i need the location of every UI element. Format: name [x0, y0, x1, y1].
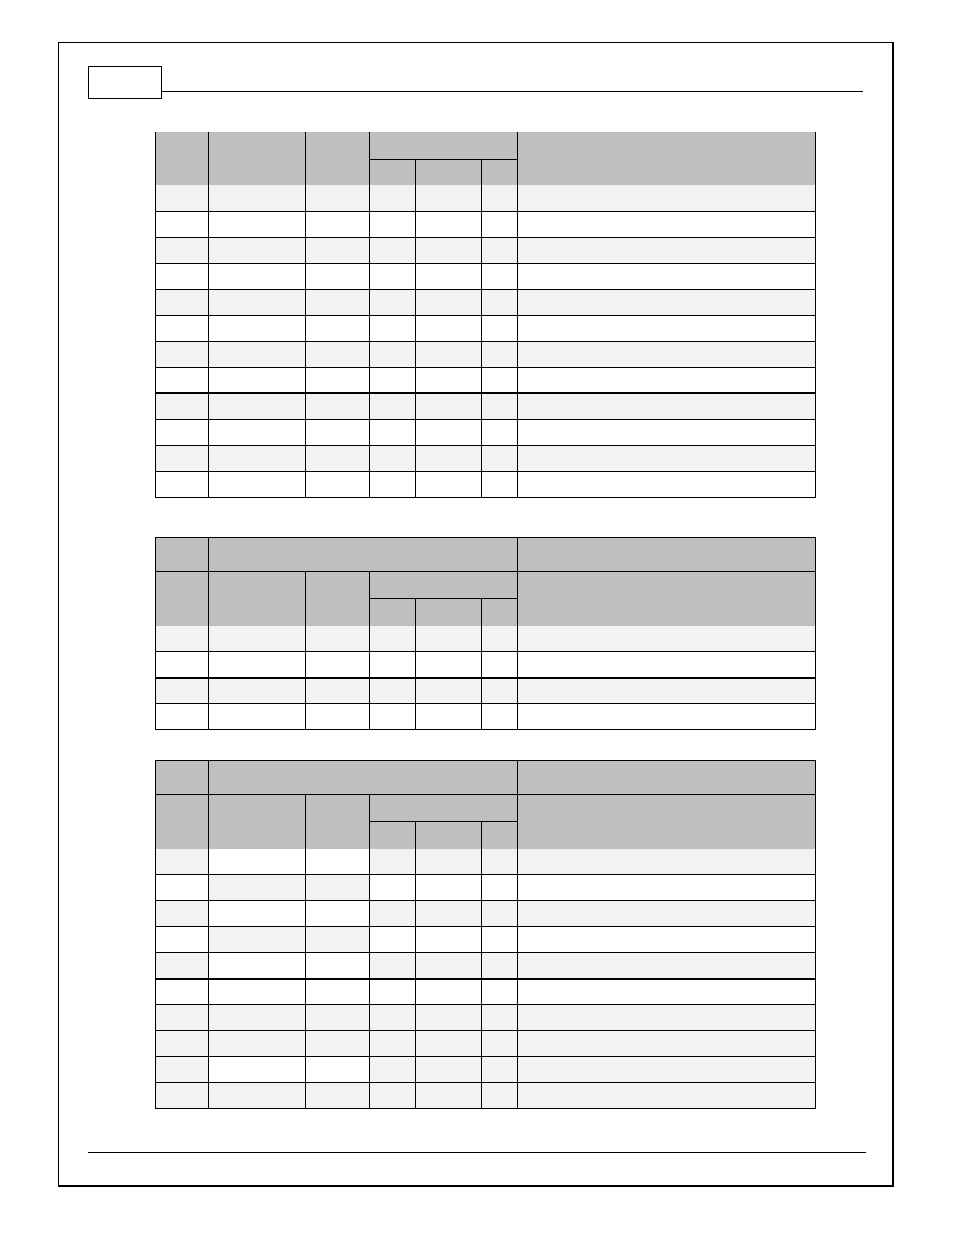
table-cell	[482, 471, 518, 497]
table-cell	[156, 901, 209, 927]
table-header-cell	[156, 572, 209, 626]
table-cell	[156, 263, 209, 289]
table-cell	[209, 901, 306, 927]
table-cell	[482, 393, 518, 419]
table-header-cell	[416, 159, 482, 185]
table-cell	[416, 626, 482, 652]
table-cell	[370, 849, 416, 875]
table-cell	[518, 185, 816, 211]
table-row	[156, 1031, 816, 1057]
table-header-cell	[156, 538, 209, 572]
table-cell	[209, 445, 306, 471]
table-cell	[416, 849, 482, 875]
table-cell	[370, 704, 416, 730]
table-row	[156, 445, 816, 471]
table-row	[156, 901, 816, 927]
table-cell	[518, 652, 816, 678]
table-cell	[156, 927, 209, 953]
table-cell	[482, 289, 518, 315]
table-cell	[306, 875, 370, 901]
table-header-cell	[482, 599, 518, 626]
table-cell	[416, 1057, 482, 1083]
table-cell	[416, 1031, 482, 1057]
table-cell	[416, 704, 482, 730]
table-cell	[306, 315, 370, 341]
table-cell	[482, 419, 518, 445]
table-cell	[482, 652, 518, 678]
table-cell	[209, 341, 306, 367]
table-cell	[518, 678, 816, 704]
table-header-cell	[370, 599, 416, 626]
table-cell	[416, 445, 482, 471]
table-cell	[209, 1083, 306, 1109]
table-cell	[370, 445, 416, 471]
table-cell	[156, 1083, 209, 1109]
table-cell	[306, 263, 370, 289]
table-cell	[518, 1083, 816, 1109]
table-cell	[482, 315, 518, 341]
table-cell	[370, 953, 416, 979]
table-cell	[370, 263, 416, 289]
table-cell	[416, 393, 482, 419]
table-cell	[209, 393, 306, 419]
table-header-cell	[209, 795, 306, 849]
table-cell	[156, 419, 209, 445]
table-row	[156, 315, 816, 341]
table-row	[156, 927, 816, 953]
table-cell	[518, 927, 816, 953]
table-cell	[156, 1005, 209, 1031]
table-cell	[209, 237, 306, 263]
table-header-cell	[209, 132, 306, 185]
table-cell	[209, 626, 306, 652]
table-header-cell	[370, 795, 518, 822]
table-cell	[482, 367, 518, 393]
table-cell	[416, 185, 482, 211]
table-header-cell	[518, 132, 816, 185]
table-cell	[156, 875, 209, 901]
table-cell	[416, 237, 482, 263]
table-cell	[156, 1031, 209, 1057]
table-cell	[209, 1057, 306, 1083]
table-header-cell	[306, 132, 370, 185]
table-cell	[156, 185, 209, 211]
table-cell	[306, 652, 370, 678]
table-cell	[518, 1057, 816, 1083]
table-cell	[306, 393, 370, 419]
table-cell	[518, 471, 816, 497]
table-cell	[482, 678, 518, 704]
table-cell	[209, 704, 306, 730]
table-cell	[370, 927, 416, 953]
table-cell	[482, 979, 518, 1005]
table-cell	[156, 1057, 209, 1083]
table-header-cell	[370, 159, 416, 185]
table-header-cell	[518, 761, 816, 795]
table-cell	[518, 875, 816, 901]
table-cell	[209, 211, 306, 237]
table-header-cell	[416, 599, 482, 626]
table-cell	[370, 211, 416, 237]
table-cell	[518, 263, 816, 289]
table-cell	[156, 704, 209, 730]
table-row	[156, 704, 816, 730]
table-row	[156, 1005, 816, 1031]
table-cell	[306, 626, 370, 652]
table-cell	[306, 445, 370, 471]
table-cell	[518, 289, 816, 315]
table-cell	[370, 341, 416, 367]
table-row	[156, 652, 816, 678]
table-row	[156, 263, 816, 289]
table-cell	[370, 185, 416, 211]
table-row	[156, 626, 816, 652]
table-cell	[306, 901, 370, 927]
table-cell	[156, 341, 209, 367]
table-cell	[209, 979, 306, 1005]
table-header-cell	[482, 159, 518, 185]
table-cell	[156, 289, 209, 315]
table-cell	[209, 875, 306, 901]
table-cell	[306, 289, 370, 315]
table-cell	[518, 315, 816, 341]
table-cell	[306, 927, 370, 953]
table-row	[156, 678, 816, 704]
table-cell	[416, 263, 482, 289]
table-cell	[370, 237, 416, 263]
table-cell	[156, 979, 209, 1005]
footer-rule	[88, 1152, 866, 1153]
table-header-cell	[370, 822, 416, 849]
table-cell	[156, 678, 209, 704]
table-1	[155, 132, 816, 498]
page-number-box	[88, 66, 162, 99]
table-cell	[209, 652, 306, 678]
table-cell	[518, 1031, 816, 1057]
table-cell	[156, 315, 209, 341]
table-cell	[306, 849, 370, 875]
table-cell	[518, 849, 816, 875]
table-cell	[518, 367, 816, 393]
table-cell	[518, 953, 816, 979]
table-cell	[482, 237, 518, 263]
table-header-cell	[209, 572, 306, 626]
table-cell	[416, 419, 482, 445]
table-cell	[482, 1083, 518, 1109]
table-row	[156, 393, 816, 419]
table-cell	[518, 704, 816, 730]
table-cell	[209, 419, 306, 445]
table-cell	[306, 341, 370, 367]
table-cell	[482, 953, 518, 979]
table-row	[156, 419, 816, 445]
table-cell	[370, 315, 416, 341]
table-header-cell	[156, 795, 209, 849]
table-header-cell	[209, 761, 518, 795]
table-cell	[306, 237, 370, 263]
table-cell	[518, 237, 816, 263]
table-cell	[156, 471, 209, 497]
table-cell	[482, 901, 518, 927]
table-cell	[306, 1083, 370, 1109]
table-cell	[482, 927, 518, 953]
table-row	[156, 953, 816, 979]
table-cell	[156, 849, 209, 875]
table-cell	[416, 953, 482, 979]
table-cell	[416, 652, 482, 678]
table-cell	[482, 1005, 518, 1031]
table-cell	[482, 445, 518, 471]
table-cell	[482, 185, 518, 211]
table-cell	[370, 419, 416, 445]
table-cell	[416, 1005, 482, 1031]
table-cell	[416, 471, 482, 497]
table-row	[156, 471, 816, 497]
table-cell	[306, 1057, 370, 1083]
table-cell	[156, 626, 209, 652]
table-cell	[306, 1005, 370, 1031]
table-cell	[518, 445, 816, 471]
table-cell	[306, 211, 370, 237]
table-cell	[482, 263, 518, 289]
table-cell	[518, 626, 816, 652]
table-cell	[370, 1031, 416, 1057]
table-row	[156, 849, 816, 875]
table-cell	[306, 704, 370, 730]
table-header-cell	[156, 132, 209, 185]
table-row	[156, 341, 816, 367]
table-cell	[370, 1057, 416, 1083]
table-cell	[370, 289, 416, 315]
table-cell	[416, 678, 482, 704]
table-header-cell	[306, 572, 370, 626]
table-header-cell	[370, 132, 518, 159]
table-cell	[156, 237, 209, 263]
table-cell	[209, 315, 306, 341]
table-cell	[518, 341, 816, 367]
table-cell	[518, 393, 816, 419]
table-cell	[370, 471, 416, 497]
table-cell	[209, 185, 306, 211]
table-cell	[370, 367, 416, 393]
table-3	[155, 760, 816, 1109]
table-cell	[370, 1083, 416, 1109]
table-cell	[416, 367, 482, 393]
table-cell	[209, 678, 306, 704]
table-cell	[518, 211, 816, 237]
table-cell	[306, 471, 370, 497]
table-cell	[482, 211, 518, 237]
header-rule	[162, 91, 863, 92]
table-cell	[209, 927, 306, 953]
table-row	[156, 1057, 816, 1083]
table-cell	[482, 341, 518, 367]
table-cell	[518, 901, 816, 927]
table-cell	[370, 626, 416, 652]
table-cell	[416, 927, 482, 953]
table-cell	[209, 471, 306, 497]
table-cell	[370, 393, 416, 419]
table-header-cell	[518, 538, 816, 572]
table-cell	[209, 263, 306, 289]
table-cell	[209, 953, 306, 979]
table-cell	[209, 367, 306, 393]
table-cell	[306, 678, 370, 704]
table-cell	[518, 419, 816, 445]
table-header-cell	[518, 572, 816, 626]
table-row	[156, 1083, 816, 1109]
table-cell	[482, 704, 518, 730]
table-cell	[209, 1031, 306, 1057]
table-row	[156, 237, 816, 263]
table-header-cell	[306, 795, 370, 849]
table-cell	[370, 652, 416, 678]
table-cell	[416, 315, 482, 341]
table-header-cell	[156, 761, 209, 795]
table-cell	[306, 953, 370, 979]
table-header-cell	[518, 795, 816, 849]
table-cell	[306, 1031, 370, 1057]
table-header-cell	[209, 538, 518, 572]
table-cell	[209, 849, 306, 875]
table-cell	[306, 367, 370, 393]
table-row	[156, 211, 816, 237]
table-cell	[482, 849, 518, 875]
table-cell	[482, 875, 518, 901]
table-cell	[156, 367, 209, 393]
table-cell	[156, 445, 209, 471]
table-cell	[518, 1005, 816, 1031]
table-row	[156, 185, 816, 211]
table-cell	[482, 1031, 518, 1057]
table-cell	[370, 979, 416, 1005]
table-row	[156, 367, 816, 393]
table-cell	[209, 289, 306, 315]
table-header-cell	[482, 822, 518, 849]
table-cell	[416, 211, 482, 237]
table-cell	[482, 626, 518, 652]
table-cell	[370, 875, 416, 901]
table-cell	[518, 979, 816, 1005]
table-cell	[416, 341, 482, 367]
table-cell	[156, 652, 209, 678]
table-cell	[370, 901, 416, 927]
table-cell	[416, 979, 482, 1005]
table-2	[155, 537, 816, 730]
table-cell	[306, 979, 370, 1005]
table-cell	[416, 901, 482, 927]
table-cell	[482, 1057, 518, 1083]
table-cell	[156, 211, 209, 237]
table-header-cell	[370, 572, 518, 599]
table-cell	[156, 953, 209, 979]
table-header-cell	[416, 822, 482, 849]
table-cell	[156, 393, 209, 419]
table-cell	[209, 1005, 306, 1031]
table-cell	[370, 1005, 416, 1031]
table-cell	[370, 678, 416, 704]
table-cell	[416, 1083, 482, 1109]
table-cell	[416, 289, 482, 315]
table-cell	[416, 875, 482, 901]
table-row	[156, 875, 816, 901]
table-cell	[306, 419, 370, 445]
table-row	[156, 289, 816, 315]
table-cell	[306, 185, 370, 211]
table-row	[156, 979, 816, 1005]
